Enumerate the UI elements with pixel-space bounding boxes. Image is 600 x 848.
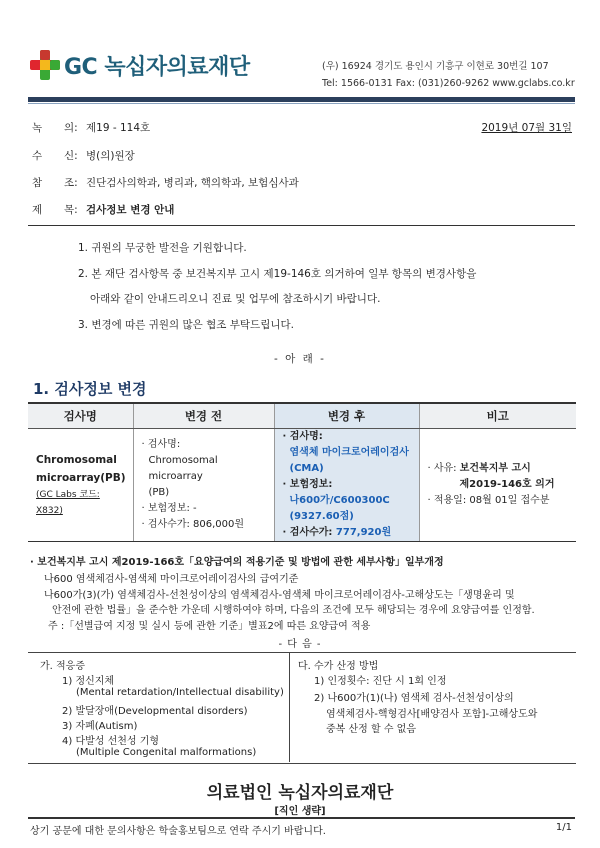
table-row — [28, 429, 576, 542]
org-logo-text — [64, 50, 250, 81]
indication-1-en: (Mental retardation/Intellectual disability) — [76, 687, 284, 698]
footer-contact: 상기 공문에 대한 문의사항은 학술홍보팀으로 연락 주시기 바랍니다. — [30, 826, 326, 837]
table-header-row — [28, 403, 576, 429]
header-divider-thin — [28, 103, 575, 104]
cell-test-name — [28, 429, 133, 542]
doc-number: 제19 - 114호 — [86, 122, 151, 134]
body-line-3: 3. 변경에 따른 귀원의 많은 협조 부탁드립니다. — [78, 319, 294, 331]
indication-3: 3) 자폐(Autism) — [62, 721, 138, 732]
notice-line-1: 나600 염색체검사-염색체 마이크로어레이검사의 급여기준 — [44, 574, 299, 585]
header-divider — [28, 97, 575, 102]
org-prefix: GC — [64, 55, 98, 80]
recipient: 병(의)원장 — [86, 150, 135, 162]
org-address — [322, 58, 575, 92]
col-header-after: 변경 후 — [274, 403, 419, 429]
subject-divider — [28, 225, 575, 226]
below-marker: - 아 래 - — [274, 353, 326, 365]
notice-head: · 보건복지부 고시 제2019-166호「요양급여의 적용기준 및 방법에 관한 세부사항」일부개정 — [30, 557, 444, 568]
notice-line-2: 나600가(3)(가) 염색체검사-선천성이상의 염색체검사-염색체 마이크로어레이검사-고해상도는「생명윤리 및 — [44, 590, 515, 601]
footer-divider — [28, 817, 575, 819]
info-change-table — [28, 402, 576, 542]
billing-2b: 염색체검사-핵형검사[배양검사 포함]-고해상도와 — [326, 709, 538, 720]
col-header-before: 변경 전 — [133, 403, 274, 429]
body-line-2a: 2. 본 재단 검사항목 중 보건복지부 고시 제19-146호 의거하여 일부 항목의 변경사항을 — [78, 268, 477, 280]
indication-4: 4) 다발성 선천성 기형 — [62, 736, 160, 747]
following-marker: - 다 음 - — [278, 639, 322, 650]
indication-4-en: (Multiple Congenital malformations) — [76, 747, 257, 758]
doc-number-row: 녹 의: 제19 - 114호 — [32, 122, 151, 134]
cell-after: · 검사명: 염색체 마이크로어레이검사 (CMA) · 보험정보: 나600가/C600300C (9327.60점) · 검사수가: 777,920원 — [274, 429, 419, 542]
col-header-test: 검사명 — [28, 403, 133, 429]
section-title: 1. 검사정보 변경 — [33, 380, 147, 398]
subject-row: 제 목: 검사정보 변경 안내 — [32, 204, 175, 216]
subject: 검사정보 변경 안내 — [86, 204, 175, 216]
billing-2: 2) 나600가(1)(나) 염색체 검사-선천성이상의 — [314, 693, 514, 704]
conditions-divider — [289, 652, 290, 762]
org-name: 녹십자의료재단 — [104, 55, 250, 80]
cell-before: · 검사명: Chromosomal microarray (PB) · 보험정보: - · 검사수가: 806,000원 — [133, 429, 274, 542]
cell-note: · 사유: 보건복지부 고시 제2019-146호 의거 · 적용일: 08월 01일 접수분 — [419, 429, 576, 542]
body-line-2b: 아래와 같이 안내드리오니 진료 및 업무에 참조하시기 바랍니다. — [90, 293, 381, 305]
test-name: Chromosomal microarray(PB) — [36, 454, 126, 484]
billing-title: 다. 수가 산정 방법 — [298, 661, 379, 672]
reference: 진단검사의학과, 병리과, 핵의학과, 보험심사과 — [86, 177, 299, 189]
billing-2c: 중복 산정 할 수 없음 — [326, 724, 416, 735]
indications-title: 가. 적응증 — [40, 661, 85, 672]
footer-seal: [직인 생략] — [274, 806, 326, 817]
logo-cross-icon — [30, 50, 60, 80]
footer-org-name: 의료법인 녹십자의료재단 — [206, 783, 394, 803]
reference-row: 참 조: 진단검사의학과, 병리과, 핵의학과, 보험심사과 — [32, 177, 299, 189]
indication-2: 2) 발달장애(Developmental disorders) — [62, 706, 248, 717]
body-line-1: 1. 귀원의 무궁한 발전을 기원합니다. — [78, 242, 247, 254]
doc-date: 2019년 07월 31일 — [481, 122, 572, 134]
indication-1: 1) 정신지체 — [62, 676, 115, 687]
address-line-1: (우) 16924 경기도 용인시 기흥구 이현로 30번길 107 — [322, 61, 549, 72]
recipient-row: 수 신: 병(의)원장 — [32, 150, 135, 162]
col-header-note: 비고 — [419, 403, 576, 429]
address-line-2: Tel: 1566-0131 Fax: (031)260-9262 www.gclabs.co.kr — [322, 78, 575, 89]
notice-line-3: 안전에 관한 법률」을 준수한 가운데 시행하여야 하며, 다음의 조건에 모두 해당되는 경우에 요양급여를 인정함. — [52, 605, 535, 616]
notice-line-4: 주 :「선별급여 지정 및 실시 등에 관한 기준」별표2에 따른 요양급여 적용 — [48, 621, 371, 632]
page-number: 1/1 — [555, 822, 572, 833]
billing-1: 1) 인정횟수: 진단 시 1회 인정 — [314, 676, 447, 687]
test-code: (GC Labs 코드: X832) — [36, 490, 100, 516]
